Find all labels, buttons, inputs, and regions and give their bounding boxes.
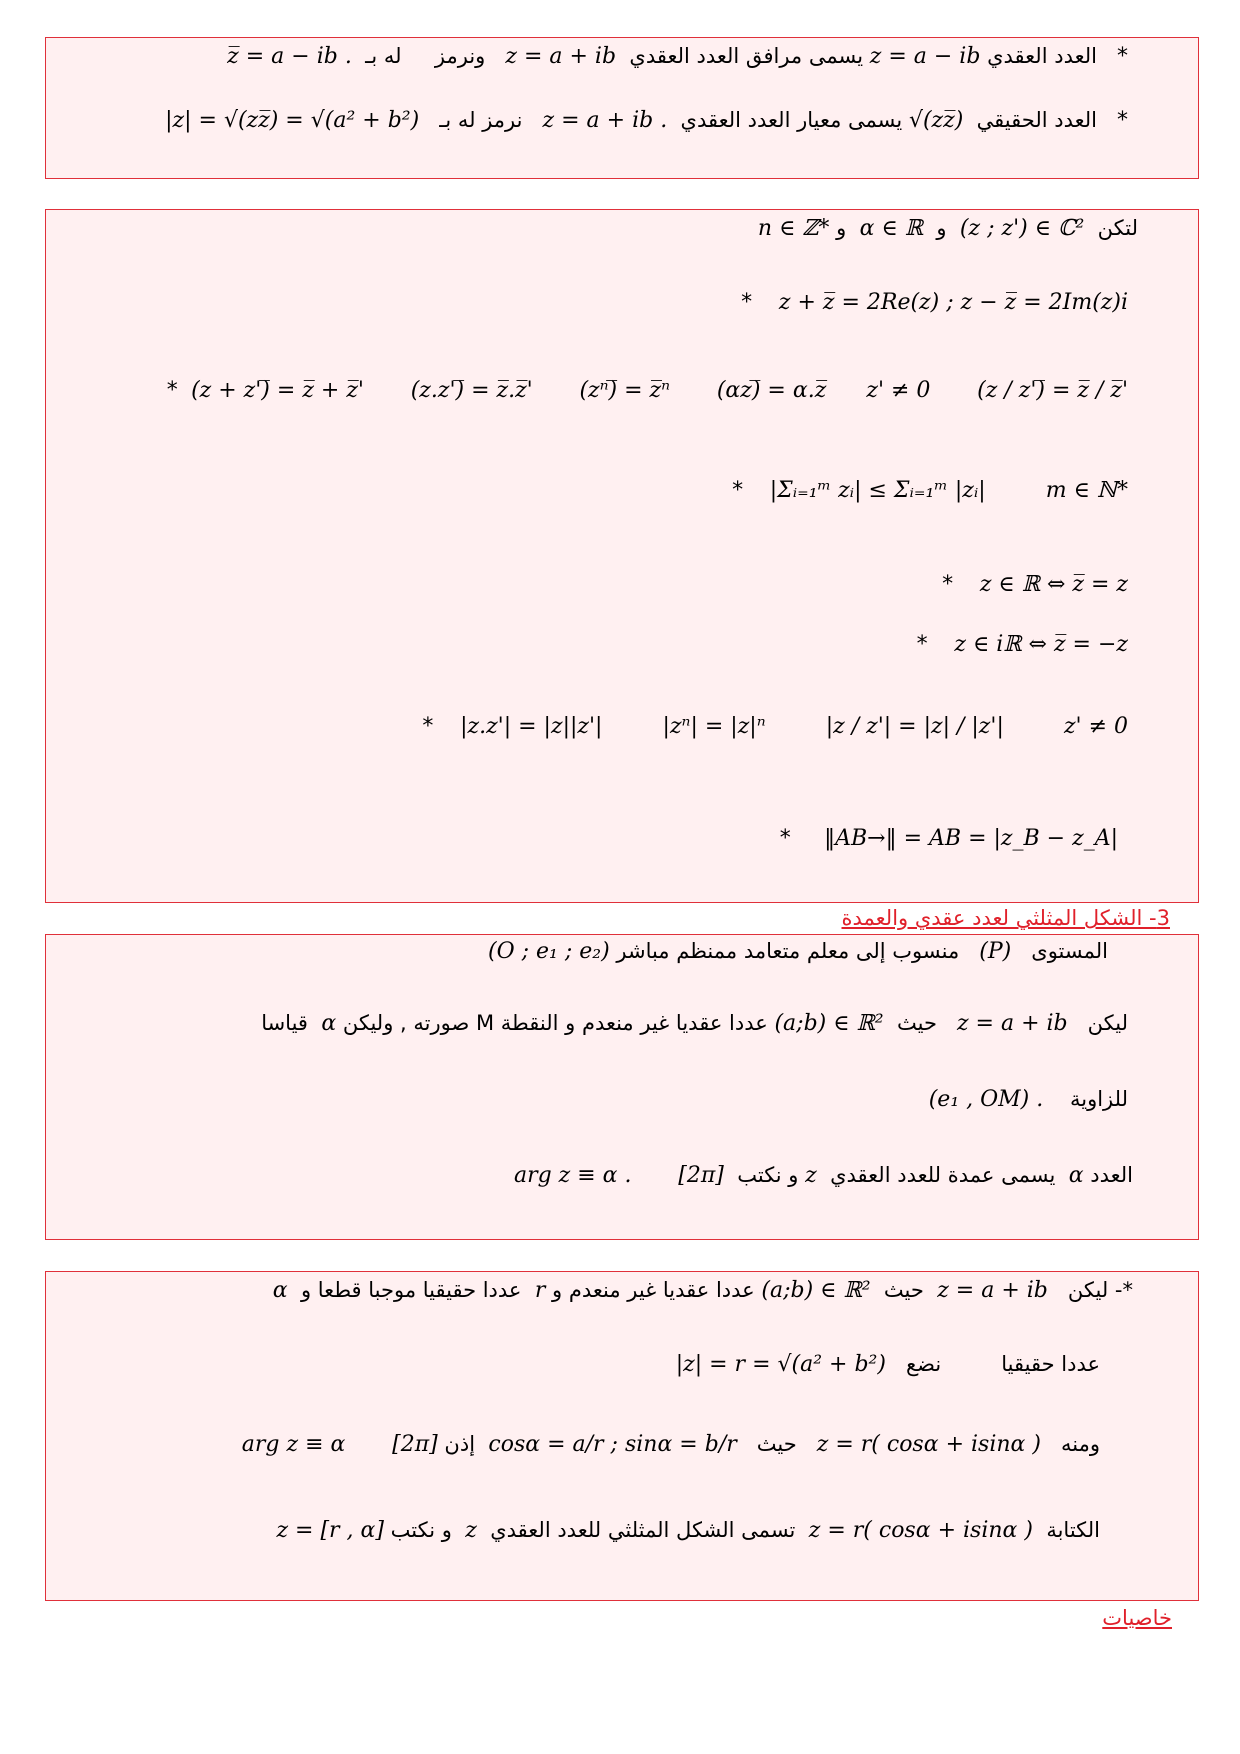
definition-box-trigonometric-form bbox=[45, 1271, 1199, 1601]
sum-difference-property: * z + z̅ = 2Re(z) ; z − z̅ = 2Im(z)i bbox=[741, 290, 1128, 315]
nonzero-complex-line: ليكن z = a + ib حيث (a;b) ∈ ℝ² عددا عقديا غير منعدم و النقطة M صورته , وليكن α قياسا bbox=[261, 1011, 1128, 1036]
properties-heading: خاصيات bbox=[1102, 1606, 1172, 1630]
angle-line: للزاوية (e₁ , OM) . bbox=[928, 1087, 1128, 1112]
definition-box-conjugate-modulus bbox=[45, 37, 1199, 179]
plane-frame-line: المستوى (P) منسوب إلى معلم متعامد ممنظم مباشر (O ; e₁ ; e₂) bbox=[488, 939, 1108, 964]
modulus-operations-property: * |z.z'| = |z||z'| |zⁿ| = |z|ⁿ |z / z'| = |z| / |z'| z' ≠ 0 bbox=[422, 714, 1128, 739]
trig-hypothesis-line: *- ليكن z = a + ib حيث (a;b) ∈ ℝ² عددا عقديا غير منعدم و r عددا حقيقيا موجبا قطعا و α bbox=[272, 1278, 1133, 1303]
modulus-definition: * العدد الحقيقي √(zz̅) يسمى معيار العدد العقدي z = a + ib . نرمز له بـ |z| = √(zz̅) = √(a² + b²) bbox=[165, 108, 1128, 133]
real-criterion-property: * z ∈ ℝ ⇔ z̅ = z bbox=[942, 572, 1128, 597]
hypothesis-line: لتكن (z ; z') ∈ ℂ² و α ∈ ℝ و n ∈ ℤ* bbox=[757, 216, 1138, 241]
section-3-heading: 3- الشكل المثلثي لعدد عقدي والعمدة bbox=[841, 906, 1170, 930]
trig-form-derivation-line: ومنه z = r( cosα + isinα ) حيث cosα = a/r ; sinα = b/r إذن [2π] arg z ≡ α bbox=[241, 1432, 1100, 1457]
conjugate-operations-property: * (z + z')̅ = z̅ + z̅' (z.z')̅ = z̅.z̅' (zⁿ)̅ = z̅ⁿ (αz)̅ = α.z̅ z' ≠ 0 (z / z')̅ = z̅ / z̅' bbox=[166, 378, 1128, 403]
modulus-r-line: عددا حقيقيا نضع |z| = r = √(a² + b²) bbox=[675, 1352, 1100, 1377]
argument-definition-line: العدد α يسمى عمدة للعدد العقدي z و نكتب [2π] arg z ≡ α . bbox=[513, 1163, 1133, 1188]
distance-property: * ‖AB→‖ = AB = |z_B − z_A| bbox=[779, 826, 1118, 851]
properties-box-conjugate bbox=[45, 209, 1199, 903]
imaginary-criterion-property: * z ∈ iℝ ⇔ z̅ = −z bbox=[916, 632, 1128, 657]
definition-box-argument bbox=[45, 934, 1199, 1240]
conjugate-definition: * العدد العقدي z = a − ib يسمى مرافق العدد العقدي z = a + ib ونرمز له بـ z̅ = a − ib . bbox=[227, 44, 1128, 69]
triangle-inequality-property: * |Σᵢ₌₁ᵐ zᵢ| ≤ Σᵢ₌₁ᵐ |zᵢ| m ∈ ℕ* bbox=[732, 478, 1128, 503]
trig-form-notation-line: الكتابة z = r( cosα + isinα ) تسمى الشكل المثلثي للعدد العقدي z و نكتب z = [r , α] bbox=[276, 1518, 1100, 1543]
